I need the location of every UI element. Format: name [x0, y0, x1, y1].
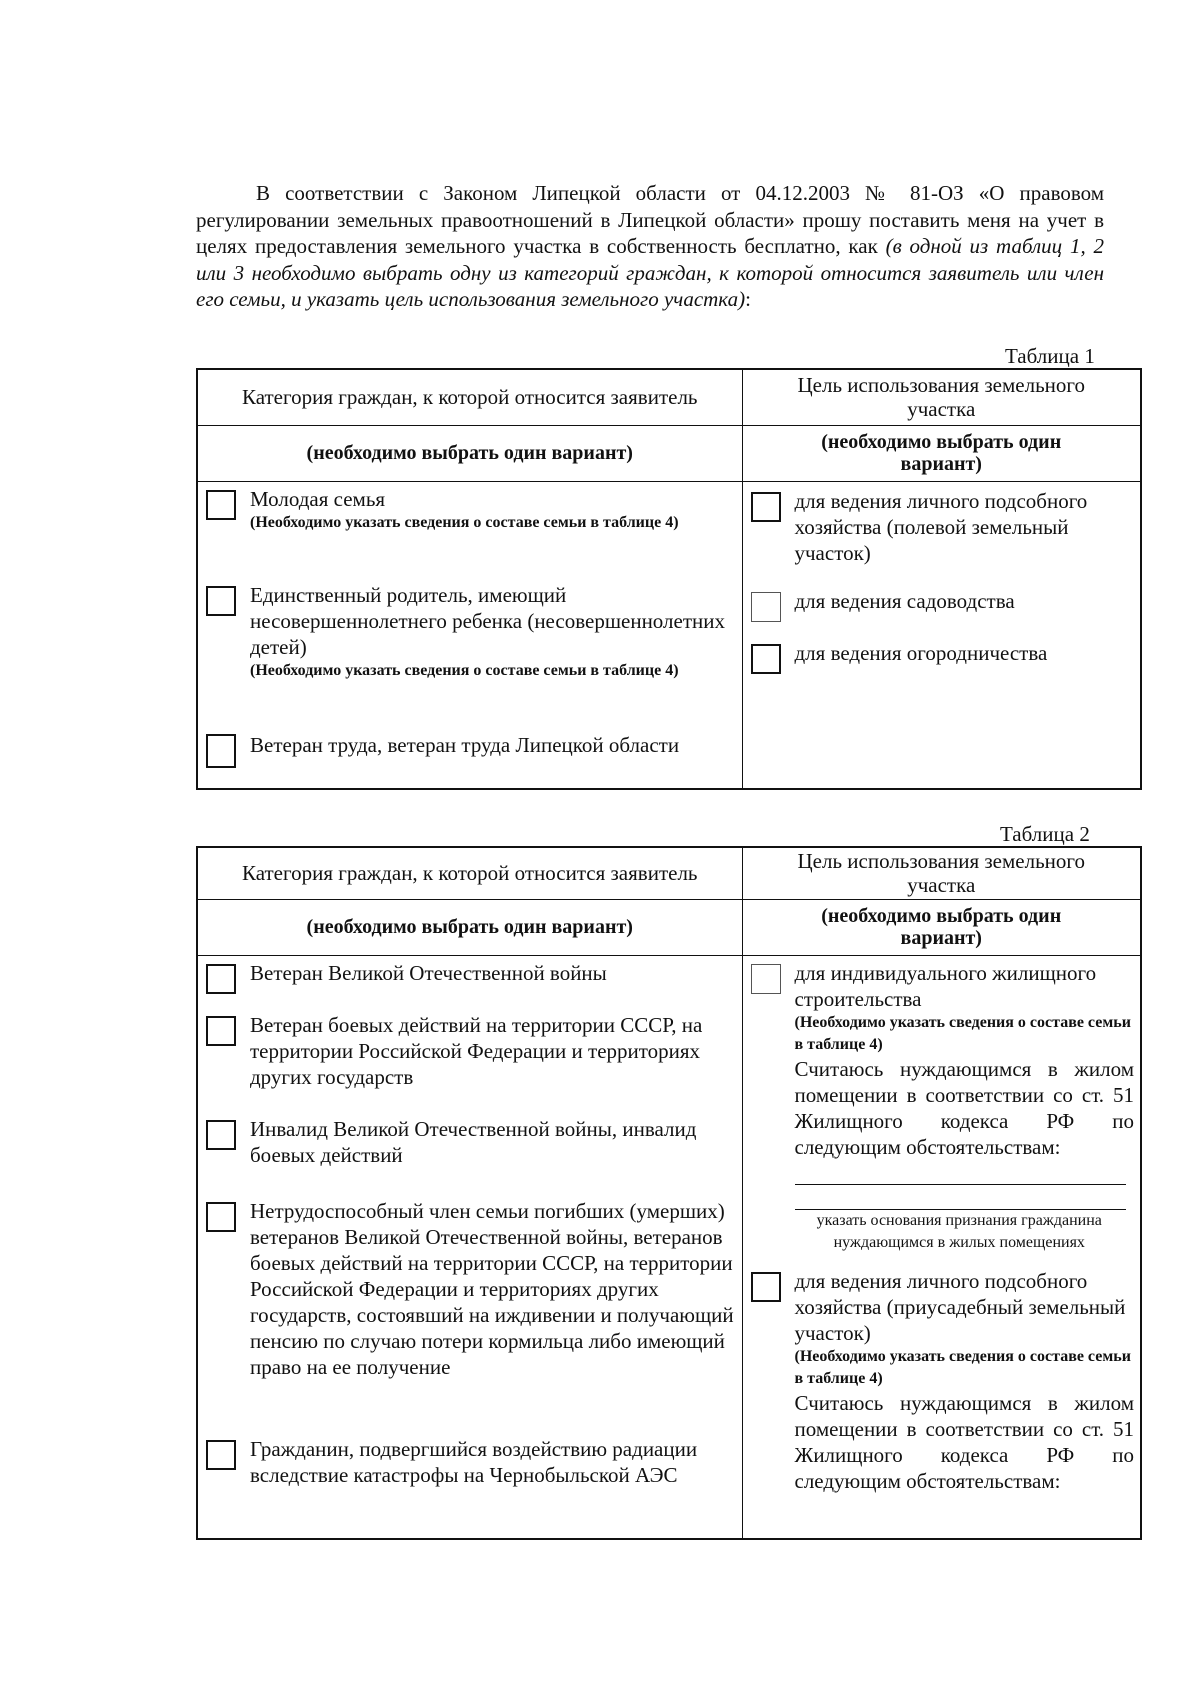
table2-col2-header: Цель использования земельного участка [742, 847, 1141, 899]
option-young-family[interactable] [198, 486, 742, 582]
purpose-note: (Необходимо указать сведения о составе семьи в таблице 4) [794, 1347, 1131, 1387]
checkbox[interactable] [206, 964, 236, 994]
intro-instruction: (в одной из таблиц 1, 2 или 3 необходимо выбрать одну из категорий граждан, к которой относится заявитель или член его семьи, и указать цель использования земельного участка) [196, 234, 1104, 311]
fill-hint: указать основания признания гражданина нуждающимся в жилых помещениях [816, 1211, 1102, 1251]
option-combat-veteran[interactable] [198, 1012, 742, 1116]
table1-col1-sub: (необходимо выбрать один вариант) [197, 425, 742, 481]
table1-col1-header: Категория граждан, к которой относится заявитель [197, 369, 742, 425]
table2-caption: Таблица 2 [1000, 822, 1090, 846]
purpose-housing-construction[interactable] [743, 960, 1141, 1254]
checkbox[interactable] [751, 964, 781, 994]
purpose-vegetable-gardening[interactable] [743, 640, 1141, 666]
table1-purposes [742, 481, 1141, 789]
option-single-parent[interactable] [198, 582, 742, 732]
checkbox[interactable] [751, 592, 781, 622]
purpose-label: для ведения личного подсобного хозяйства (полевой земельный участок) [794, 488, 1088, 565]
purpose-label: для индивидуального жилищного строительства [794, 960, 1097, 1011]
table1-col2-sub: (необходимо выбрать один вариант) [742, 425, 1141, 481]
checkbox[interactable] [751, 1272, 781, 1302]
purpose-label: для ведения личного подсобного хозяйства (приусадебный земельный участок) [794, 1268, 1126, 1345]
option-note: (Необходимо указать сведения о составе семьи в таблице 4) [250, 513, 679, 531]
checkbox[interactable] [206, 1440, 236, 1470]
table2-categories [197, 955, 742, 1539]
option-label: Единственный родитель, имеющий несовершеннолетнего ребенка (несовершеннолетних детей) [250, 582, 725, 659]
checkbox[interactable] [751, 644, 781, 674]
checkbox[interactable] [206, 734, 236, 768]
option-label: Нетрудоспособный член семьи погибших (умерших) ветеранов Великой Отечественной войны, ветеранов боевых действий на территории СССР, на территории Российской Федерации и территориях других государств, состоявший на иждивении и получающий пенсию по случаю потери кормильца либо имеющий право на ее получение [250, 1198, 734, 1379]
checkbox[interactable] [206, 1120, 236, 1150]
option-family-member[interactable] [198, 1198, 742, 1436]
housing-need-text: Считаюсь нуждающимся в жилом помещении в соответствии со ст. 51 Жилищного кодекса РФ по следующим обстоятельствам: [794, 1056, 1134, 1159]
purpose-gardening[interactable] [743, 588, 1141, 640]
option-label: Ветеран боевых действий на территории СССР, на территории Российской Федерации и территориях других государств [250, 1012, 703, 1089]
option-label: Ветеран труда, ветеран труда Липецкой области [250, 732, 680, 757]
purpose-note: (Необходимо указать сведения о составе семьи в таблице 4) [794, 1013, 1131, 1053]
intro-end: : [745, 287, 751, 311]
checkbox[interactable] [206, 586, 236, 616]
fill-line[interactable] [795, 1166, 1127, 1185]
checkbox[interactable] [751, 492, 781, 522]
table2-col2-sub: (необходимо выбрать один вариант) [742, 899, 1141, 955]
option-label: Молодая семья [250, 486, 386, 511]
housing-need-text: Считаюсь нуждающимся в жилом помещении в соответствии со ст. 51 Жилищного кодекса РФ по следующим обстоятельствам: [794, 1390, 1134, 1493]
option-disabled-veteran[interactable] [198, 1116, 742, 1198]
table1-caption: Таблица 1 [1005, 344, 1095, 368]
option-label: Гражданин, подвергшийся воздействию радиации вследствие катастрофы на Чернобыльской АЭС [250, 1436, 698, 1487]
option-labor-veteran[interactable] [198, 732, 742, 758]
option-wwii-veteran[interactable] [198, 960, 742, 1012]
option-label: Инвалид Великой Отечественной войны, инвалид боевых действий [250, 1116, 697, 1167]
option-chernobyl[interactable] [198, 1436, 742, 1488]
purpose-personal-farm-field[interactable] [743, 488, 1141, 588]
option-note: (Необходимо указать сведения о составе семьи в таблице 4) [250, 661, 679, 679]
table2-col1-sub: (необходимо выбрать один вариант) [197, 899, 742, 955]
checkbox[interactable] [206, 1016, 236, 1046]
table2-col1-header: Категория граждан, к которой относится заявитель [197, 847, 742, 899]
table1-col2-header: Цель использования земельного участка [742, 369, 1141, 425]
purpose-label: для ведения садоводства [794, 588, 1015, 613]
purpose-personal-farm-household[interactable] [743, 1268, 1141, 1494]
table1 [196, 368, 1142, 790]
checkbox[interactable] [206, 490, 236, 520]
purpose-label: для ведения огородничества [794, 640, 1048, 665]
intro-paragraph [196, 180, 1104, 313]
table2 [196, 846, 1142, 1540]
table2-purposes [742, 955, 1141, 1539]
checkbox[interactable] [206, 1202, 236, 1232]
intro-text: В соответствии с Законом Липецкой области от 04.12.2003 № 81-ОЗ «О правовом регулировании земельных правоотношений в Липецкой области» прошу поставить меня на учет в целях предоставления земельного участка в собственность бесплатно, как [196, 181, 1104, 258]
table1-categories [197, 481, 742, 789]
fill-line[interactable] [795, 1191, 1127, 1210]
option-label: Ветеран Великой Отечественной войны [250, 960, 607, 985]
